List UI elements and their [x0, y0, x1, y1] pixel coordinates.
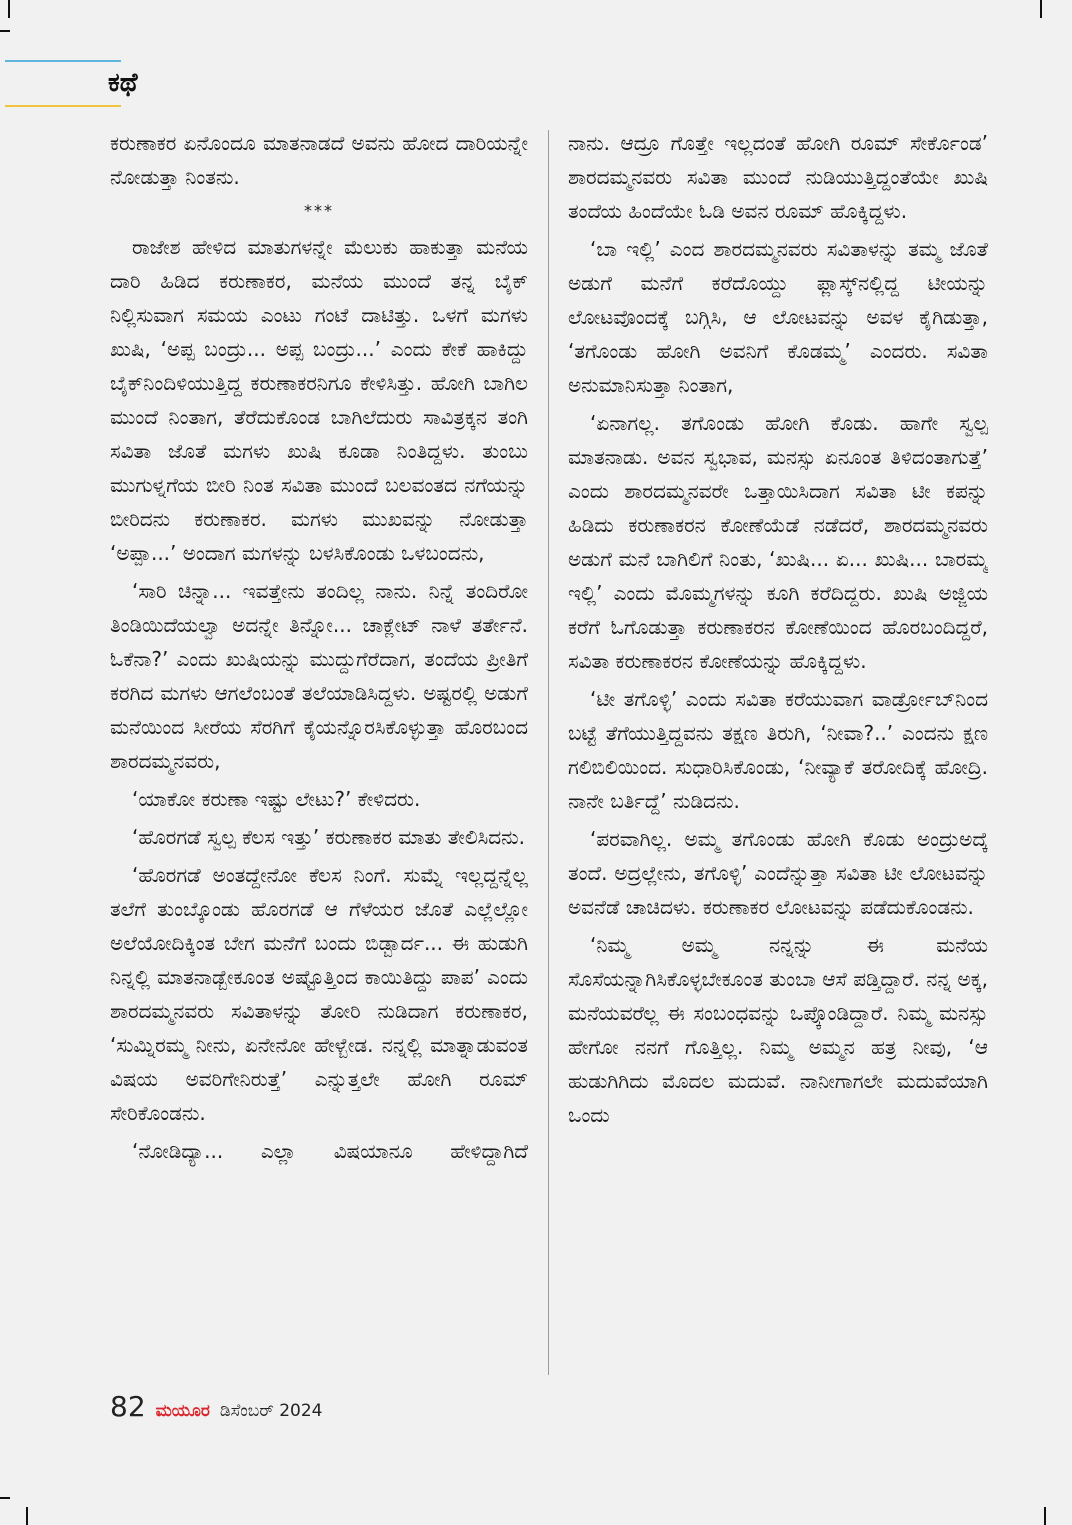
paragraph: ‘ಯಾಕೋ ಕರುಣಾ ಇಷ್ಟು ಲೇಟು?’ ಕೇಳಿದರು. [132, 787, 421, 811]
paragraph: ‘ಹೊರಗಡೆ ಅಂತದ್ದೇನೋ ಕೆಲಸ ನಿಂಗೆ. ಸುಮ್ನೆ ಇಲ್ಲದ್ದನ್ನೆಲ್ಲ ತಲೆಗೆ ತುಂಬ್ಕೊಂಡು ಹೊರಗಡೆ ಆ ಗೆಳೆಯರ ಜೊತೆ ಎಲ್ಲೆಲ್ಲೋ ಅಲೆಯೋದಿಕ್ಕಿಂತ ಬೇಗ ಮನೆಗೆ ಬಂದು ಬಿಡ್ಬಾರ್ದ... ಈ ಹುಡುಗಿ ನಿನ್ನಲ್ಲಿ ಮಾತನಾಡ್ಬೇಕೂಂತ ಅಷ್ಟೊತ್ತಿಂದ ಕಾಯಿತಿದ್ದು ಪಾಪ’ ಎಂದು ಶಾರದಮ್ಮನವರು ಸವಿತಾಳನ್ನು ತೋರಿ ನುಡಿದಾಗ ಕರುಣಾಕರ, ‘ಸುಮ್ನಿರಮ್ಮ ನೀನು, ಏನೇನೋ ಹೇಳ್ಬೇಡ. ನನ್ನಲ್ಲಿ ಮಾತ್ನಾಡುವಂತ ವಿಷಯ ಅವರಿಗೇನಿರುತ್ತೆ’ ಎನ್ನುತ್ತಲೇ ಹೋಗಿ ರೂಮ್ ಸೇರಿಕೊಂಡನು. [110, 863, 528, 1125]
column-divider [548, 130, 549, 1375]
paragraph: ‘ಬಾ ಇಲ್ಲಿ’ ಎಂದ ಶಾರದಮ್ಮನವರು ಸವಿತಾಳನ್ನು ತಮ್ಮ ಜೊತೆ ಅಡುಗೆ ಮನೆಗೆ ಕರೆದೊಯ್ದು ಫ್ಲಾಸ್ಕ್‌ನಲ್ಲಿದ್ದ ಟೀಯನ್ನು ಲೋಟವೊಂದಕ್ಕೆ ಬಗ್ಗಿಸಿ, ಆ ಲೋಟವನ್ನು ಅವಳ ಕೈಗಿಡುತ್ತಾ, ‘ತಗೊಂಡು ಹೋಗಿ ಅವನಿಗೆ ಕೊಡಮ್ಮ’ ಎಂದರು. ಸವಿತಾ ಅನುಮಾನಿಸುತ್ತಾ ನಿಂತಾಗ, [568, 237, 988, 397]
paragraph: ಕರುಣಾಕರ ಏನೊಂದೂ ಮಾತನಾಡದೆ ಅವನು ಹೋದ ದಾರಿಯನ್ನೇ ನೋಡುತ್ತಾ ನಿಂತನು. [110, 131, 528, 189]
crop-mark-left-bottom [0, 1497, 10, 1499]
section-label: ಕಥೆ [108, 68, 138, 98]
paragraph: ನಾನು. ಆದ್ರೂ ಗೊತ್ತೇ ಇಲ್ಲದಂತೆ ಹೋಗಿ ರೂಮ್ ಸೇರ್ಕೊಂಡ’ ಶಾರದಮ್ಮನವರು ಸವಿತಾ ಮುಂದೆ ನುಡಿಯುತ್ತಿದ್ದಂತೆಯೇ ಖುಷಿ ತಂದೆಯ ಹಿಂದೆಯೇ ಓಡಿ ಅವನ ರೂಮ್ ಹೊಕ್ಕಿದ್ದಳು. [568, 131, 988, 223]
magazine-logo: ಮಯೂರ [155, 1401, 210, 1421]
page-footer [110, 1390, 323, 1430]
header-rule-yellow [5, 105, 121, 107]
paragraph: ‘ಏನಾಗಲ್ಲ. ತಗೊಂಡು ಹೋಗಿ ಕೊಡು. ಹಾಗೇ ಸ್ವಲ್ಪ ಮಾತನಾಡು. ಅವನ ಸ್ವಭಾವ, ಮನಸ್ಸು ಏನೂಂತ ತಿಳಿದಂತಾಗುತ್ತೆ’ ಎಂದು ಶಾರದಮ್ಮನವರೇ ಒತ್ತಾಯಿಸಿದಾಗ ಸವಿತಾ ಟೀ ಕಪನ್ನು ಹಿಡಿದು ಕರುಣಾಕರನ ಕೋಣೆಯೆಡೆ ನಡೆದರೆ, ಶಾರದಮ್ಮನವರು ಅಡುಗೆ ಮನೆ ಬಾಗಿಲಿಗೆ ನಿಂತು, ‘ಖುಷಿ... ಏ... ಖುಷಿ... ಬಾರಮ್ಮ ಇಲ್ಲಿ’ ಎಂದು ಮೊಮ್ಮಗಳನ್ನು ಕೂಗಿ ಕರೆದಿದ್ದರು. ಖುಷಿ ಅಜ್ಜಿಯ ಕರೆಗೆ ಓಗೊಡುತ್ತಾ ಕರುಣಾಕರನ ಕೋಣೆಯಿಂದ ಹೊರಬಂದಿದ್ದರೆ, ಸವಿತಾ ಕರುಣಾಕರನ ಕೋಣೆಯನ್ನು ಹೊಕ್ಕಿದ್ದಳು. [568, 411, 988, 673]
paragraph: ‘ಪರವಾಗಿಲ್ಲ. ಅಮ್ಮ ತಗೊಂಡು ಹೋಗಿ ಕೊಡು ಅಂದ್ರುಅದ್ಕೆ ತಂದೆ. ಅದ್ರಲ್ಲೇನು, ತಗೊಳ್ಳಿ’ ಎಂದೆನ್ನುತ್ತಾ ಸವಿತಾ ಟೀ ಲೋಟವನ್ನು ಅವನೆಡೆ ಚಾಚಿದಳು. ಕರುಣಾಕರ ಲೋಟವನ್ನು ಪಡೆದುಕೊಂಡನು. [568, 827, 988, 919]
paragraph: ‘ಸಾರಿ ಚಿನ್ನಾ... ಇವತ್ತೇನು ತಂದಿಲ್ಲ ನಾನು. ನಿನ್ನೆ ತಂದಿರೋ ತಿಂಡಿಯಿದೆಯಲ್ವಾ ಅದನ್ನೇ ತಿನ್ನೋ... ಚಾಕ್ಲೇಟ್ ನಾಳೆ ತರ್ತೇನೆ. ಓಕೆನಾ?’ ಎಂದು ಖುಷಿಯನ್ನು ಮುದ್ದುಗೆರೆದಾಗ, ತಂದೆಯ ಪ್ರೀತಿಗೆ ಕರಗಿದ ಮಗಳು ಆಗಲೆಂಬಂತೆ ತಲೆಯಾಡಿಸಿದ್ದಳು. ಅಷ್ಟರಲ್ಲಿ ಅಡುಗೆ ಮನೆಯಿಂದ ಸೀರೆಯ ಸೆರಗಿಗೆ ಕೈಯನ್ನೊರಸಿಕೊಳ್ಳುತ್ತಾ ಹೊರಬಂದ ಶಾರದಮ್ಮನವರು, [110, 579, 528, 773]
paragraph: ‘ಹೊರಗಡೆ ಸ್ವಲ್ಪ ಕೆಲಸ ಇತ್ತು’ ಕರುಣಾಕರ ಮಾತು ತೇಲಿಸಿದನು. [132, 825, 525, 849]
issue-date: ಡಿಸೆಂಬರ್ 2024 [219, 1401, 323, 1421]
paragraph: ರಾಜೇಶ ಹೇಳಿದ ಮಾತುಗಳನ್ನೇ ಮೆಲುಕು ಹಾಕುತ್ತಾ ಮನೆಯ ದಾರಿ ಹಿಡಿದ ಕರುಣಾಕರ, ಮನೆಯ ಮುಂದೆ ತನ್ನ ಬೈಕ್ ನಿಲ್ಲಿಸುವಾಗ ಸಮಯ ಎಂಟು ಗಂಟೆ ದಾಟಿತ್ತು. ಒಳಗೆ ಮಗಳು ಖುಷಿ, ‘ಅಪ್ಪ ಬಂದ್ರು... ಅಪ್ಪ ಬಂದ್ರು...’ ಎಂದು ಕೇಕೆ ಹಾಕಿದ್ದು ಬೈಕ್‌ನಿಂದಿಳಿಯುತ್ತಿದ್ದ ಕರುಣಾಕರನಿಗೂ ಕೇಳಿಸಿತ್ತು. ಹೋಗಿ ಬಾಗಿಲ ಮುಂದೆ ನಿಂತಾಗ, ತೆರೆದುಕೊಂಡ ಬಾಗಿಲೆದುರು ಸಾವಿತ್ರಕ್ಕನ ತಂಗಿ ಸವಿತಾ ಜೊತೆ ಮಗಳು ಖುಷಿ ಕೂಡಾ ನಿಂತಿದ್ದಳು. ತುಂಬು ಮುಗುಳ್ನಗೆಯ ಬೀರಿ ನಿಂತ ಸವಿತಾ ಮುಂದೆ ಬಲವಂತದ ನಗೆಯನ್ನು ಬೀರಿದನು ಕರುಣಾಕರ. ಮಗಳು ಮುಖವನ್ನು ನೋಡುತ್ತಾ ‘ಅಪ್ಪಾ...’ ಅಂದಾಗ ಮಗಳನ್ನು ಬಳಸಿಕೊಂಡು ಒಳಬಂದನು, [110, 235, 528, 565]
crop-mark-bottom-left [26, 1507, 28, 1525]
crop-mark-bottom-right [1044, 1507, 1046, 1525]
paragraph: ‘ನೋಡಿದ್ಯಾ... ಎಲ್ಲಾ ವಿಷಯಾನೂ ಹೇಳಿದ್ದಾಗಿದೆ [132, 1139, 528, 1163]
left-column [110, 126, 528, 1384]
right-column [568, 126, 988, 1384]
crop-mark-left-top [0, 30, 10, 32]
crop-mark-top-right [1040, 0, 1042, 18]
paragraph: ‘ನಿಮ್ಮ ಅಮ್ಮ ನನ್ನನ್ನು ಈ ಮನೆಯ ಸೊಸೆಯನ್ನಾಗಿಸಿಕೊಳ್ಳಬೇಕೂಂತ ತುಂಬಾ ಆಸೆ ಪಡ್ತಿದ್ದಾರೆ. ನನ್ನ ಅಕ್ಕ, ಮನೆಯವರೆಲ್ಲ ಈ ಸಂಬಂಧವನ್ನು ಒಪ್ಕೊಂಡಿದ್ದಾರೆ. ನಿಮ್ಮ ಮನಸ್ಸು ಹೇಗೋ ನನಗೆ ಗೊತ್ತಿಲ್ಲ. ನಿಮ್ಮ ಅಮ್ಮನ ಹತ್ರ ನೀವು, ‘ಆ ಹುಡುಗಿಗಿದು ಮೊದಲ ಮದುವೆ. ನಾನೀಗಾಗಲೇ ಮದುವೆಯಾಗಿ ಒಂದು [568, 933, 988, 1127]
paragraph: ‘ಟೀ ತಗೊಳ್ಳಿ’ ಎಂದು ಸವಿತಾ ಕರೆಯುವಾಗ ವಾರ್ಡ್ರೋಬ್‌ನಿಂದ ಬಟ್ಟೆ ತೆಗೆಯುತ್ತಿದ್ದವನು ತಕ್ಷಣ ತಿರುಗಿ, ‘ನೀವಾ?..’ ಎಂದನು ಕ್ಷಣ ಗಲಿಬಿಲಿಯಿಂದ. ಸುಧಾರಿಸಿಕೊಂಡು, ‘ನೀವ್ಯಾಕೆ ತರೋದಿಕ್ಕೆ ಹೋದ್ರಿ. ನಾನೇ ಬರ್ತಿದ್ದೆ’ ನುಡಿದನು. [568, 687, 988, 813]
crop-mark-top-left [8, 0, 10, 18]
section-separator: *** [304, 201, 334, 220]
header-rule-blue [5, 60, 121, 62]
page-number: 82 [110, 1390, 146, 1423]
